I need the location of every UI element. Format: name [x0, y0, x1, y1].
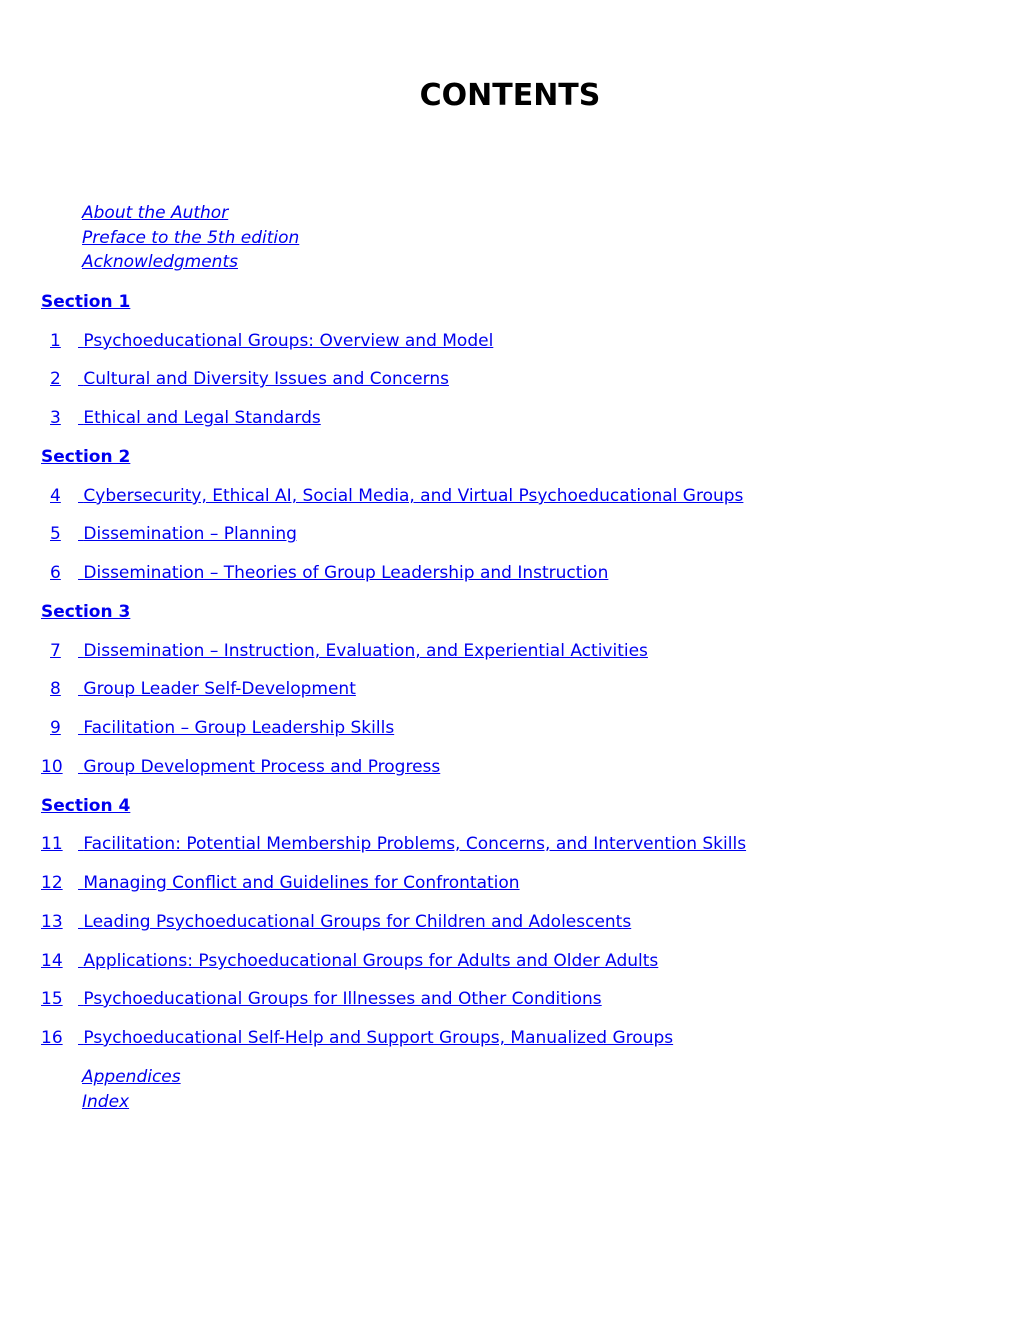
section-4-link[interactable]: Section 4 [41, 796, 131, 816]
chapter-number [41, 562, 78, 584]
chapter-row [41, 485, 743, 507]
section-3-link[interactable]: Section 3 [41, 602, 131, 622]
front-matter-item [82, 250, 299, 275]
chapter-8-title-link[interactable] [78, 679, 356, 699]
chapter-title: Dissemination – Planning [83, 524, 297, 544]
chapter-row [41, 562, 608, 584]
chapter-1-number-link[interactable]: 1 [50, 331, 61, 351]
chapter-14-title-link[interactable] [78, 951, 658, 971]
link-preface[interactable]: Preface to the 5th edition [82, 227, 300, 248]
chapter-9-title-link[interactable] [78, 718, 394, 738]
chapter-15-number-link[interactable]: 15 [41, 989, 63, 1009]
chapter-number [41, 407, 78, 429]
chapter-row [41, 523, 297, 545]
chapter-title: Dissemination – Theories of Group Leadership and Instruction [83, 563, 609, 583]
chapter-number [41, 756, 78, 778]
chapter-title: Cultural and Diversity Issues and Concerns [83, 369, 449, 389]
chapter-2-title-link[interactable] [78, 369, 449, 389]
section-1-link[interactable]: Section 1 [41, 292, 131, 312]
chapter-title: Ethical and Legal Standards [83, 408, 321, 428]
chapter-row [41, 872, 520, 894]
chapter-3-number-link[interactable]: 3 [50, 408, 61, 428]
link-about-the-author[interactable]: About the Author [82, 203, 229, 223]
chapter-row [41, 988, 602, 1010]
chapter-number [41, 1027, 78, 1049]
section-heading-3 [41, 601, 130, 623]
chapter-title: Leading Psychoeducational Groups for Children and Adolescents [83, 912, 632, 932]
chapter-16-title-link[interactable] [78, 1028, 673, 1048]
chapter-3-title-link[interactable] [78, 408, 321, 428]
chapter-title: Dissemination – Instruction, Evaluation, and Experiential Activities [83, 641, 648, 661]
chapter-row [41, 330, 493, 352]
page-title: CONTENTS [419, 78, 601, 113]
chapter-number [41, 988, 78, 1010]
chapter-13-title-link[interactable] [78, 912, 631, 932]
chapter-8-number-link[interactable]: 8 [50, 679, 61, 699]
back-matter-list [82, 1065, 181, 1114]
chapter-4-title-link[interactable] [78, 486, 743, 506]
chapter-number [41, 330, 78, 352]
chapter-number [41, 872, 78, 894]
front-matter-item [82, 201, 299, 226]
chapter-title: Managing Conflict and Guidelines for Confrontation [83, 873, 520, 893]
chapter-title: Group Leader Self-Development [83, 679, 356, 699]
chapter-row [41, 717, 394, 739]
chapter-title: Psychoeducational Groups: Overview and Model [83, 331, 494, 351]
chapter-5-title-link[interactable] [78, 524, 297, 544]
chapter-12-title-link[interactable] [78, 873, 520, 893]
chapter-12-number-link[interactable]: 12 [41, 873, 63, 893]
back-matter-item [82, 1090, 181, 1115]
chapter-1-title-link[interactable] [78, 331, 493, 351]
chapter-row [41, 911, 631, 933]
back-matter-item [82, 1065, 181, 1090]
chapter-number [41, 911, 78, 933]
chapter-5-number-link[interactable]: 5 [50, 524, 61, 544]
chapter-6-title-link[interactable] [78, 563, 608, 583]
chapter-11-number-link[interactable]: 11 [41, 834, 63, 854]
chapter-title: Cybersecurity, Ethical AI, Social Media, and Virtual Psychoeducational Groups [83, 486, 744, 506]
chapter-6-number-link[interactable]: 6 [50, 563, 61, 583]
chapter-14-number-link[interactable]: 14 [41, 951, 63, 971]
chapter-number [41, 368, 78, 390]
chapter-row [41, 756, 440, 778]
chapter-title: Applications: Psychoeducational Groups for Adults and Older Adults [83, 951, 659, 971]
chapter-number [41, 640, 78, 662]
chapter-number [41, 717, 78, 739]
chapter-9-number-link[interactable]: 9 [50, 718, 61, 738]
front-matter-item [82, 226, 299, 251]
section-2-link[interactable]: Section 2 [41, 447, 131, 467]
chapter-4-number-link[interactable]: 4 [50, 486, 61, 506]
chapter-row [41, 640, 648, 662]
section-heading-1 [41, 291, 130, 313]
chapter-number [41, 678, 78, 700]
link-appendices[interactable]: Appendices [82, 1067, 181, 1087]
chapter-number [41, 833, 78, 855]
chapter-10-number-link[interactable]: 10 [41, 757, 63, 777]
section-heading-2 [41, 446, 130, 468]
chapter-row [41, 678, 356, 700]
chapter-2-number-link[interactable]: 2 [50, 369, 61, 389]
link-acknowledgments[interactable]: Acknowledgments [82, 252, 238, 272]
chapter-row [41, 833, 746, 855]
chapter-10-title-link[interactable] [78, 757, 440, 777]
chapter-title: Facilitation: Potential Membership Problems, Concerns, and Intervention Skills [83, 834, 747, 854]
chapter-title: Facilitation – Group Leadership Skills [83, 718, 395, 738]
chapter-row [41, 1027, 673, 1049]
chapter-title: Psychoeducational Groups for Illnesses and Other Conditions [83, 989, 602, 1009]
chapter-7-title-link[interactable] [78, 641, 648, 661]
chapter-number [41, 485, 78, 507]
chapter-11-title-link[interactable] [78, 834, 746, 854]
front-matter-list [82, 201, 299, 275]
chapter-7-number-link[interactable]: 7 [50, 641, 61, 661]
chapter-16-number-link[interactable]: 16 [41, 1028, 63, 1048]
chapter-number [41, 950, 78, 972]
chapter-number [41, 523, 78, 545]
chapter-13-number-link[interactable]: 13 [41, 912, 63, 932]
section-heading-4 [41, 795, 130, 817]
chapter-row [41, 950, 658, 972]
link-index[interactable]: Index [82, 1091, 130, 1112]
chapter-15-title-link[interactable] [78, 989, 602, 1009]
chapter-row [41, 368, 449, 390]
chapter-title: Group Development Process and Progress [83, 757, 441, 777]
chapter-title: Psychoeducational Self-Help and Support Groups, Manualized Groups [83, 1028, 674, 1048]
chapter-row [41, 407, 321, 429]
